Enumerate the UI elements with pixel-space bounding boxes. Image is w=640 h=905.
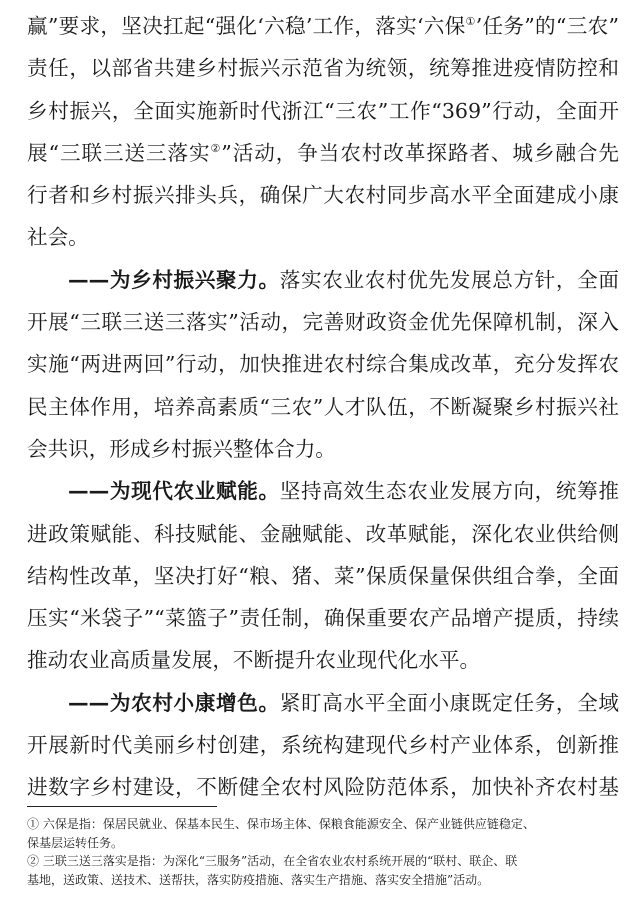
text-line: 进政策赋能、科技赋能、金融赋能、改革赋能，深化农业供给侧 [27,521,619,546]
text-line: 推动农业高质量发展，不断提升农业现代化水平。 [27,648,481,673]
text-line: ——为农村小康增色。紧盯高水平全面小康既定任务，全域 [68,690,619,715]
text-line: 进数字乡村建设，不断健全农村风险防范体系，加快补齐农村基 [27,775,619,800]
text-line: 行者和乡村振兴排头兵，确保广大农村同步高水平全面建成小康 [27,183,619,208]
paragraph-lead: ——为农村小康增色。 [68,690,280,715]
text-line: ——为现代农业赋能。坚持高效生态农业发展方向，统筹推 [68,479,619,504]
footnotes [27,815,619,889]
text-line: 结构性改革，坚决打好“粮、猪、菜”保质保量保供组合拳，全面 [27,563,619,588]
text-line: 乡村振兴，全面实施新时代浙江“三农”工作“369”行动，全面开 [27,98,619,123]
footnote-ref-1[interactable]: ① [465,15,476,29]
text-line: 会共识，形成乡村振兴整体合力。 [27,436,336,461]
text-line: 社会。 [27,225,89,250]
paragraph-lead: ——为现代农业赋能。 [68,479,280,504]
footnote-2-line: 基地，送政策、送技术、送帮扶，落实防疫措施、落实生产措施、落实安全措施”活动。 [27,872,490,887]
footnote-1-line: ① 六保是指：保居民就业、保基本民生、保市场主体、保粮食能源安全、保产业链供应链稳定、 [27,817,535,831]
footnote-2-line: ② 三联三送三落实是指：为深化“三服务”活动，在全省农业农村系统开展的“联村、联企、联 [27,854,518,868]
footnote-ref-2[interactable]: ② [210,142,222,156]
text-line: 压实“米袋子”“菜篮子”责任制，确保重要农产品增产提质，持续 [27,606,619,631]
text-line: 展“三联三送三落实②”活动，争当农村改革探路者、城乡融合先 [27,140,619,165]
text-line: ——为乡村振兴聚力。落实农业农村优先发展总方针，全面 [68,267,619,292]
footnote-1-line: 保基层运转任务。 [27,835,124,850]
text-line: 实施“两进两回”行动，加快推进农村综合集成改革，充分发挥农 [27,352,619,377]
text-line: 开展新时代美丽乡村创建，系统构建现代乡村产业体系，创新推 [27,733,619,758]
body-text [27,5,619,809]
paragraph-lead: ——为乡村振兴聚力。 [68,267,280,292]
text-line: 开展“三联三送三落实”活动，完善财政资金优先保障机制，深入 [27,310,619,335]
text-line: 责任，以部省共建乡村振兴示范省为统领，统筹推进疫情防控和 [27,56,619,81]
footnote-separator [27,806,217,807]
text-line: 赢”要求，坚决扛起“强化‘六稳’工作，落实‘六保①’任务”的“三农” [27,14,619,38]
text-line: 民主体作用，培养高素质“三农”人才队伍，不断凝聚乡村振兴社 [27,394,619,419]
